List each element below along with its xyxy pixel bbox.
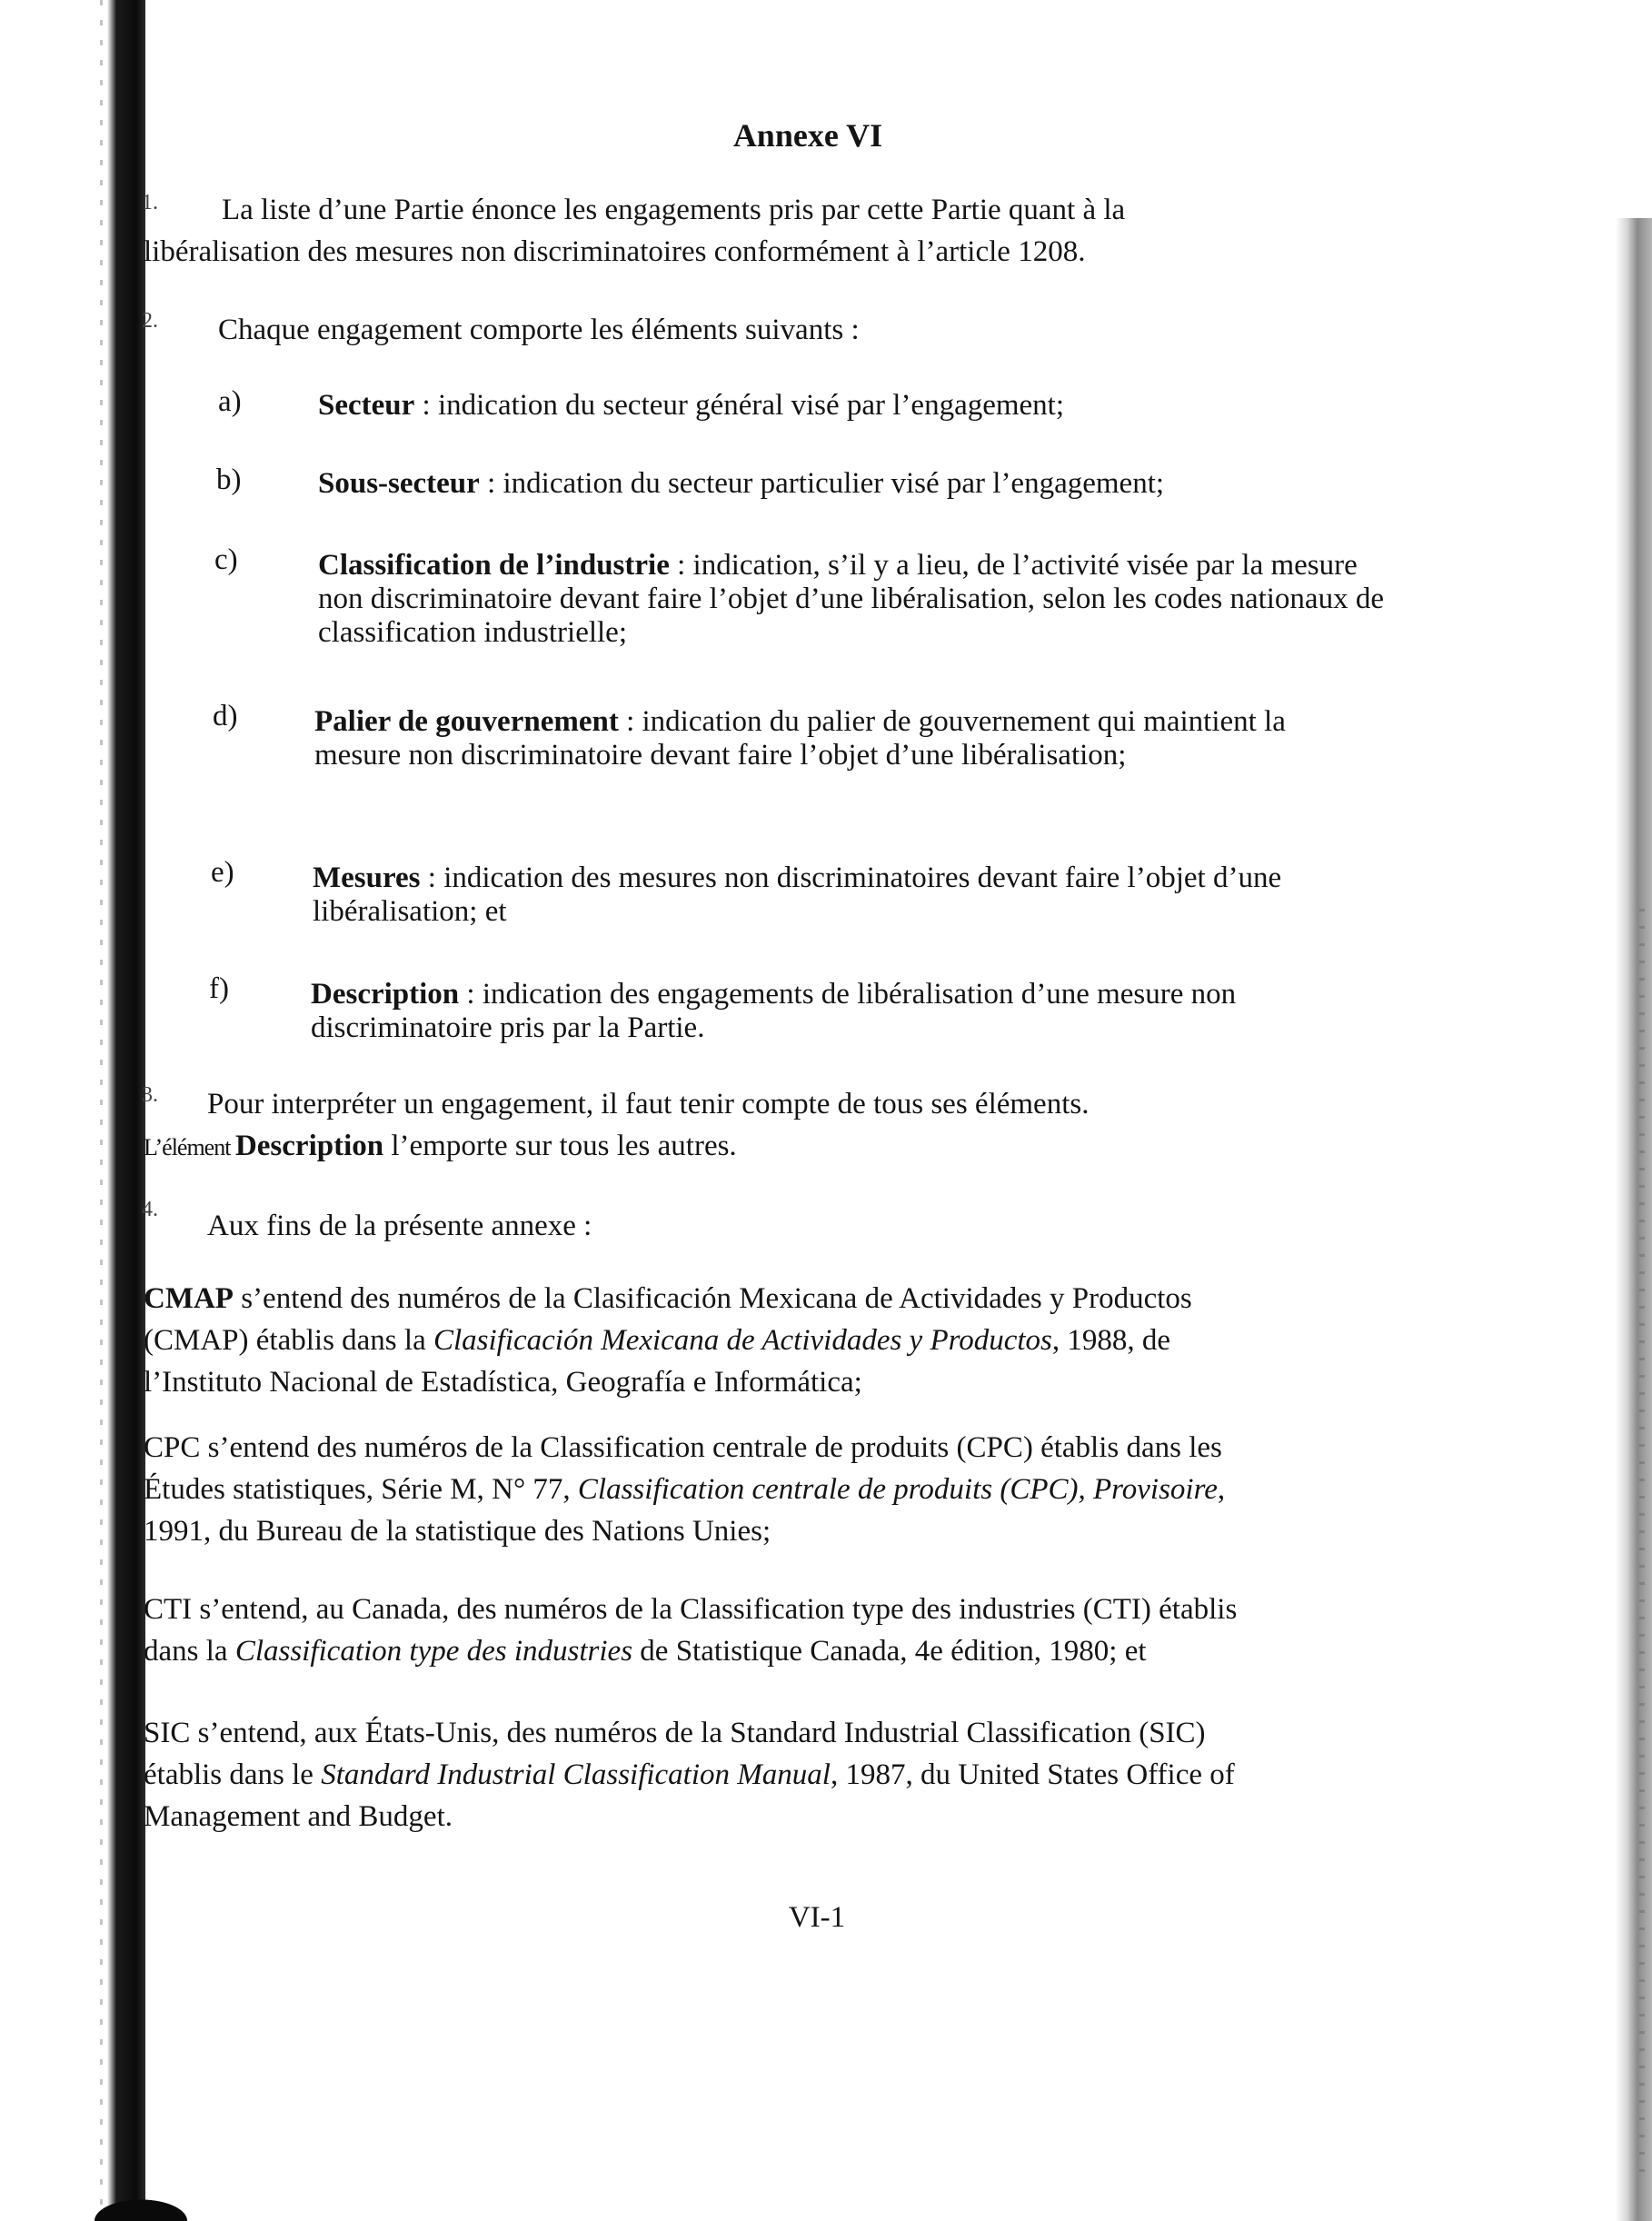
item-label: e)	[211, 856, 234, 889]
definition-cpc-line-3: 1991, du Bureau de la statistique des Nations Unies;	[144, 1515, 771, 1548]
paragraph-1-line-2: libéralisation des mesures non discriminatoires conformément à l’article 1208.	[144, 235, 1086, 268]
item-text: : indication du palier de gouvernement qui maintient la mesure non discriminatoire devant faire l’objet d’une libéralisation;	[314, 705, 1286, 772]
item-term: Mesures	[313, 862, 421, 894]
paragraph-number: 3.	[142, 1083, 158, 1107]
definition-sic-line-3: Management and Budget.	[144, 1800, 453, 1833]
definition-publication: Standard Industrial Classification Manual	[321, 1758, 831, 1791]
definition-cpc-line-1	[144, 1430, 1222, 1466]
definition-cpc-line-2	[144, 1472, 1225, 1508]
definition-text: Études statistiques, Série M, N° 77,	[144, 1473, 578, 1506]
paragraph-1-line-1: La liste d’une Partie énonce les engagements pris par cette Partie quant à la	[222, 194, 1126, 226]
item-text: : indication du secteur général visé par l’engagement;	[414, 389, 1065, 422]
definition-publication: Classification type des industries	[234, 1635, 633, 1668]
item-term: Sous-secteur	[318, 467, 480, 500]
item-d-body	[314, 705, 1296, 772]
definition-term: CTI	[144, 1593, 193, 1626]
item-a-body	[318, 389, 1499, 423]
definition-text: s’entend, aux États-Unis, des numéros de la Standard Industrial Classification (SIC)	[190, 1717, 1206, 1749]
definition-publication: Clasificación Mexicana de Actividades y Productos	[433, 1324, 1052, 1357]
item-text: : indication des engagements de libéralisation d’une mesure non discriminatoire pris par la Partie.	[311, 978, 1237, 1044]
definition-text: , 1987, du United States Office of	[830, 1758, 1235, 1791]
paragraph-3-prefix: L’élément	[144, 1134, 235, 1160]
item-text: : indication des mesures non discriminatoires devant faire l’objet d’une libéralisation; et	[313, 862, 1282, 928]
definition-text: de Statistique Canada, 4e édition, 1980; et	[632, 1635, 1147, 1668]
definition-text: , 1988, de	[1051, 1324, 1171, 1357]
item-c-body	[318, 549, 1408, 650]
item-label: b)	[216, 463, 242, 496]
definition-text: (CMAP) établis dans la	[144, 1324, 433, 1357]
page-title: Annexe VI	[732, 117, 883, 154]
definition-sic-line-2	[144, 1758, 1235, 1793]
definition-cmap-line-3: l’Instituto Nacional de Estadística, Geografía e Informática;	[144, 1366, 862, 1399]
definition-term: SIC	[144, 1717, 191, 1749]
item-term: Classification de l’industrie	[318, 549, 670, 582]
paragraph-4-text: Aux fins de la présente annexe :	[207, 1210, 592, 1242]
paragraph-3-line-1: Pour interpréter un engagement, il faut tenir compte de tous ses éléments.	[207, 1088, 1090, 1120]
item-term: Secteur	[318, 389, 415, 422]
definition-cti-line-2	[144, 1634, 1147, 1669]
definition-sic-line-1	[144, 1716, 1206, 1751]
definition-publication: Classification centrale de produits (CPC), Provisoire	[577, 1473, 1218, 1506]
item-text: : indication du secteur particulier visé par l’engagement;	[479, 467, 1165, 500]
definition-cmap-line-1	[144, 1281, 1192, 1317]
definition-text: dans la	[144, 1635, 235, 1668]
paragraph-3-line-2	[144, 1129, 737, 1165]
paragraph-2-text: Chaque engagement comporte les éléments suivants :	[218, 314, 860, 346]
item-term: Description	[311, 978, 460, 1011]
paragraph-3-term: Description	[234, 1130, 384, 1162]
item-label: d)	[213, 700, 238, 732]
definition-cmap-line-2	[144, 1323, 1170, 1359]
item-e-body	[313, 862, 1367, 929]
paragraph-number: 2.	[142, 309, 158, 333]
item-term: Palier de gouvernement	[314, 705, 619, 738]
item-text: : indication, s’il y a lieu, de l’activité visée par la mesure non discriminatoire devant faire l’objet d’une libéralisation, selon les codes nationaux de classification industrielle;	[318, 549, 1384, 649]
item-f-body	[311, 978, 1401, 1045]
item-label: a)	[218, 385, 242, 418]
definition-term: CMAP	[144, 1282, 234, 1315]
page-number: VI-1	[788, 1901, 846, 1934]
item-label: f)	[209, 972, 229, 1005]
definition-text: ,	[1217, 1473, 1226, 1506]
paragraph-number: 4.	[142, 1198, 158, 1221]
definition-text: s’entend des numéros de la Classification centrale de produits (CPC) établis dans les	[200, 1431, 1222, 1464]
item-label: c)	[214, 543, 238, 576]
item-b-body	[318, 467, 1499, 501]
paragraph-number: 1.	[142, 191, 158, 214]
paragraph-3-suffix: l’emporte sur tous les autres.	[383, 1130, 737, 1162]
definition-text: s’entend, au Canada, des numéros de la Classification type des industries (CTI) établis	[192, 1593, 1238, 1626]
definition-cti-line-1	[144, 1592, 1237, 1628]
definition-text: établis dans le	[144, 1758, 322, 1791]
definition-term: CPC	[144, 1431, 201, 1464]
definition-text: s’entend des numéros de la Clasificación Mexicana de Actividades y Productos	[233, 1282, 1192, 1315]
